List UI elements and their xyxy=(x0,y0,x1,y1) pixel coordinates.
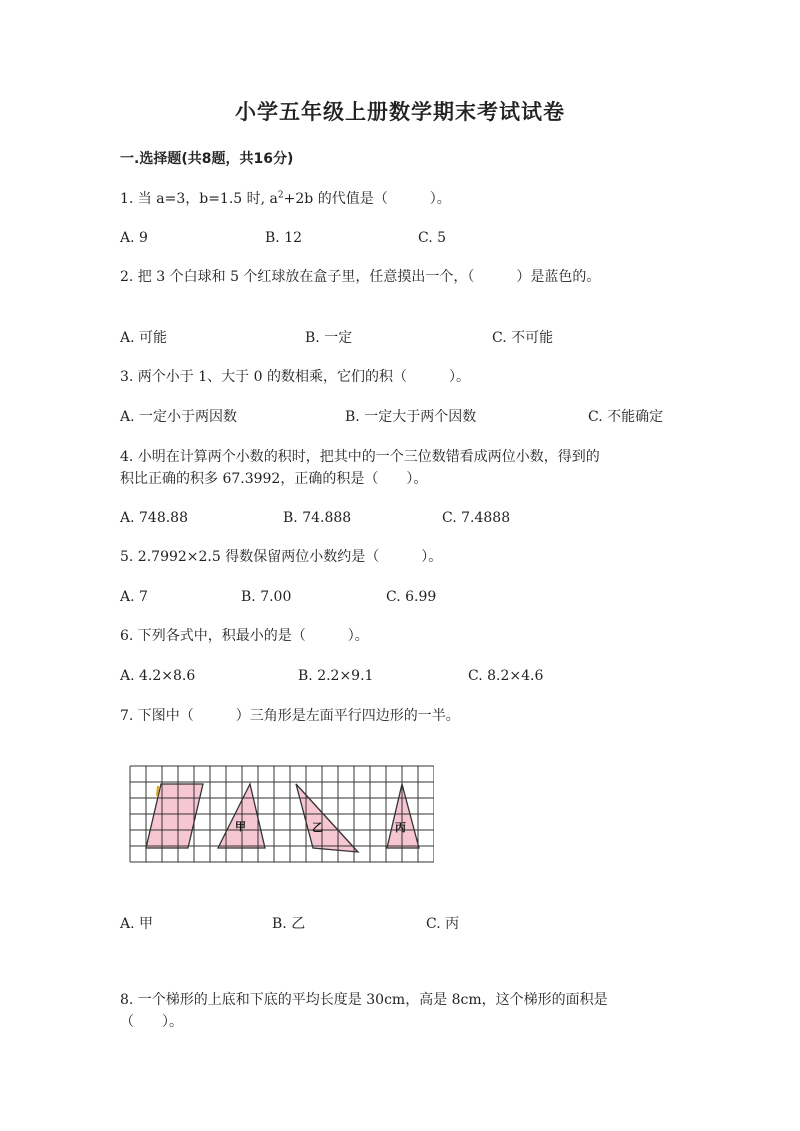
question-5-option-a[interactable]: A. 7 xyxy=(120,589,148,605)
question-7-stem: 7. 下图中（ ）三角形是左面平行四边形的一半。 xyxy=(120,708,460,724)
question-5-stem: 5. 2.7992×2.5 得数保留两位小数约是（ ）。 xyxy=(120,549,443,565)
question-4-option-c[interactable]: C. 7.4888 xyxy=(442,510,511,526)
label-jia: 甲 xyxy=(235,820,246,833)
question-2-option-c[interactable]: C. 不可能 xyxy=(492,330,554,346)
question-4-stem-line-2: 积比正确的积多 67.3992，正确的积是（ ）。 xyxy=(120,471,428,487)
question-3-stem: 3. 两个小于 1、大于 0 的数相乘，它们的积（ ）。 xyxy=(120,369,470,385)
question-4-stem-line-1: 4. 小明在计算两个小数的积时，把其中的一个三位数错看成两位小数，得到的 xyxy=(120,449,600,465)
question-4-option-a[interactable]: A. 748.88 xyxy=(120,510,188,526)
question-8-stem-line-1: 8. 一个梯形的上底和下底的平均长度是 30cm，高是 8cm，这个梯形的面积是 xyxy=(120,992,608,1008)
label-bing: 丙 xyxy=(395,821,406,834)
question-3-option-a[interactable]: A. 一定小于两因数 xyxy=(120,409,238,425)
question-8-stem-line-2: （ ）。 xyxy=(120,1014,183,1030)
question-1-stem-before: 1. 当 a=3，b=1.5 时, a xyxy=(120,191,278,207)
accent-mark xyxy=(157,786,158,796)
question-1-option-c[interactable]: C. 5 xyxy=(418,230,447,246)
question-7-option-b[interactable]: B. 乙 xyxy=(272,916,306,932)
page-title: 小学五年级上册数学期末考试试卷 xyxy=(235,100,565,124)
question-1-option-a[interactable]: A. 9 xyxy=(120,230,148,246)
question-6-stem: 6. 下列各式中，积最小的是（ ）。 xyxy=(120,628,369,644)
question-6-option-b[interactable]: B. 2.2×9.1 xyxy=(298,668,374,684)
question-1-stem-after: +2b 的代值是（ ）。 xyxy=(283,191,451,207)
question-1-stem xyxy=(120,188,451,210)
triangle-bing-shape xyxy=(387,784,419,848)
question-2-option-a[interactable]: A. 可能 xyxy=(120,330,168,346)
question-6-option-c[interactable]: C. 8.2×4.6 xyxy=(468,668,544,684)
question-5-option-b[interactable]: B. 7.00 xyxy=(241,589,292,605)
label-yi: 乙 xyxy=(312,821,323,834)
question-2-option-b[interactable]: B. 一定 xyxy=(305,330,353,346)
question-2-stem: 2. 把 3 个白球和 5 个红球放在盒子里，任意摸出一个，（ ）是蓝色的。 xyxy=(120,269,601,285)
question-4-option-b[interactable]: B. 74.888 xyxy=(283,510,352,526)
triangle-grid-figure xyxy=(128,764,434,870)
question-6-option-a[interactable]: A. 4.2×8.6 xyxy=(120,668,196,684)
question-1-exponent: 2 xyxy=(277,190,284,201)
filled-shapes xyxy=(146,784,419,852)
question-5-option-c[interactable]: C. 6.99 xyxy=(386,589,437,605)
section-header: 一.选择题(共8题，共16分) xyxy=(120,151,294,167)
question-3-option-c[interactable]: C. 不能确定 xyxy=(588,409,664,425)
question-7-option-a[interactable]: A. 甲 xyxy=(120,916,154,932)
question-7-option-c[interactable]: C. 丙 xyxy=(426,916,460,932)
question-1-option-b[interactable]: B. 12 xyxy=(265,230,303,246)
question-3-option-b[interactable]: B. 一定大于两个因数 xyxy=(345,409,477,425)
